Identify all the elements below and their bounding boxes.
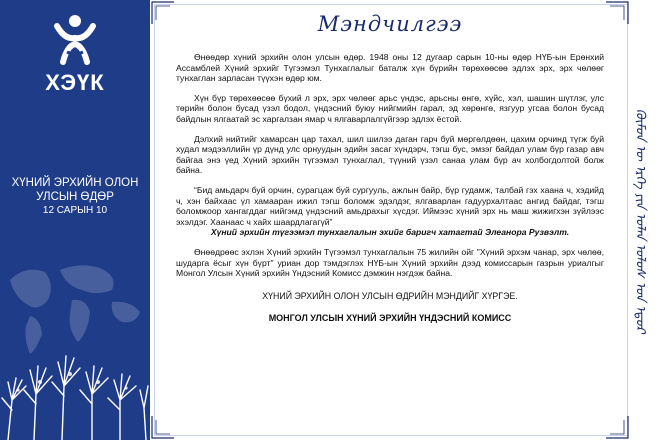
corner-ornament-icon: [150, 414, 176, 440]
quote-author: Хүний эрхийн түгээмэл тунхаглалын эхийг баригч хатагтай Элеанора Рузвэлт.: [210, 227, 570, 238]
vertical-script-text: ᠬᠦᠮᠦᠨ ᠦ ᠡᠷᠬᠡ ᠶᠢᠨ ᠣᠯᠠᠨ ᠤᠯᠤᠰ ᠤᠨ ᠡᠳᠦᠷ: [632, 108, 648, 334]
vertical-script-column: [632, 18, 656, 424]
day-title: [4, 176, 146, 218]
logo-emblem-icon: [47, 12, 103, 68]
paragraph: Дэлхий нийтийг хамарсан цар тахал, шил шилээ даган гарч буй мөргөлдөөн, цахим орчинд түгж буй худал мэдээллийн үр дүнд улс орнуудын эдийн засаг хүндэрч, тэгш бус, эмзэг байдал улам бүр газар авч байгаа энэ үед Хүний эрхийн түгээмэл тунхаглал, түүний үзэл санаа улам бүр ач холбогдолтой болж байна.: [176, 133, 604, 176]
corner-ornament-icon: [150, 0, 176, 26]
paragraph: Өнөөдөр хүний эрхийн олон улсын өдөр. 1948 оны 12 дугаар сарын 10-ны өдөр НҮБ-ын Ерөнхий Ассамблей Хүний эрхийг Түгээмэл Тунхаглалыг баталж хүн бүрийн төрөхөөсөө эдлэх эрх, эрх чөлөөг тунхаглан зарласан түүхэн өдөр юм.: [176, 52, 604, 84]
quote-paragraph: [176, 185, 604, 238]
signature: МОНГОЛ УЛСЫН ХҮНИЙ ЭРХИЙН ҮНДЭСНИЙ КОМИСС: [268, 312, 512, 323]
corner-ornament-icon: [604, 414, 630, 440]
paragraph: Хүн бүр төрөхөөсөө бүхий л эрх, эрх чөлөөг арьс үндэс, арьсны өнгө, хүйс, хэл, шашин шүтлэг, улс төрийн болон бусад үзэл бодол, үндэсний буюу нийгмийн гарал, эд хөрөнгө, язгуур угсаа болон бусад байдлын ялгаатай эс харгалзан ямар ч ялгаварлалгүйгээр эдлэх ёстой.: [176, 92, 604, 124]
logo-text: ХЭҮК: [45, 70, 105, 95]
corner-ornament-icon: [604, 0, 630, 26]
letter-title: Мэндчилгээ: [317, 12, 463, 36]
paragraph: Өнөөдрөөс эхлэн Хүний эрхийн Түгээмэл тунхаглалын 75 жилийн ойг "Хүний эрхэм чанар, эрх чөлөө, шударга ёсыг хүн бүрт" уриан дор тэмдэглэх НҮБ-ын Хүний эрхийн дээд комиссарын газрын уриалгыг Монгол Улсын Хүний эрхийн Үндэсний Комисс дэмжин нэгдэж байна.: [176, 246, 604, 279]
letter-body: [176, 12, 604, 323]
raised-hands-illustration: [0, 290, 150, 440]
logo: [0, 12, 150, 96]
quote-text: “Бид амьдарч буй орчин, сурагцаж буй сургууль, ажлын байр, бүр гудамж, талбай гэх хаана ч, хэдийд ч, хэн байхаас үл хамааран ижил тэгш боломж эдэлдэг, ялгаварлан гадуурхалтаас ангид байдаг, тэгш боломжоор хангагддаг нийгэмд үндэсний амьдрахыг хүсдэг. Иймээс хүний эрх нь маш жижигхэн зүйлээс эхэлдэг. Хаанаас ч хайх шаардлагагүй”: [176, 184, 604, 227]
day-title-line1: ХҮНИЙ ЭРХИЙН ОЛОН: [11, 177, 139, 189]
sidebar-panel: [0, 0, 150, 440]
closing-greeting: ХҮНИЙ ЭРХИЙН ОЛОН УЛСЫН ӨДРИЙН МЭНДИЙГ ХҮРГЭЕ.: [262, 290, 518, 301]
day-title-line2: УЛСЫН ӨДӨР: [36, 191, 114, 203]
day-date: 12 САРЫН 10: [42, 205, 108, 216]
